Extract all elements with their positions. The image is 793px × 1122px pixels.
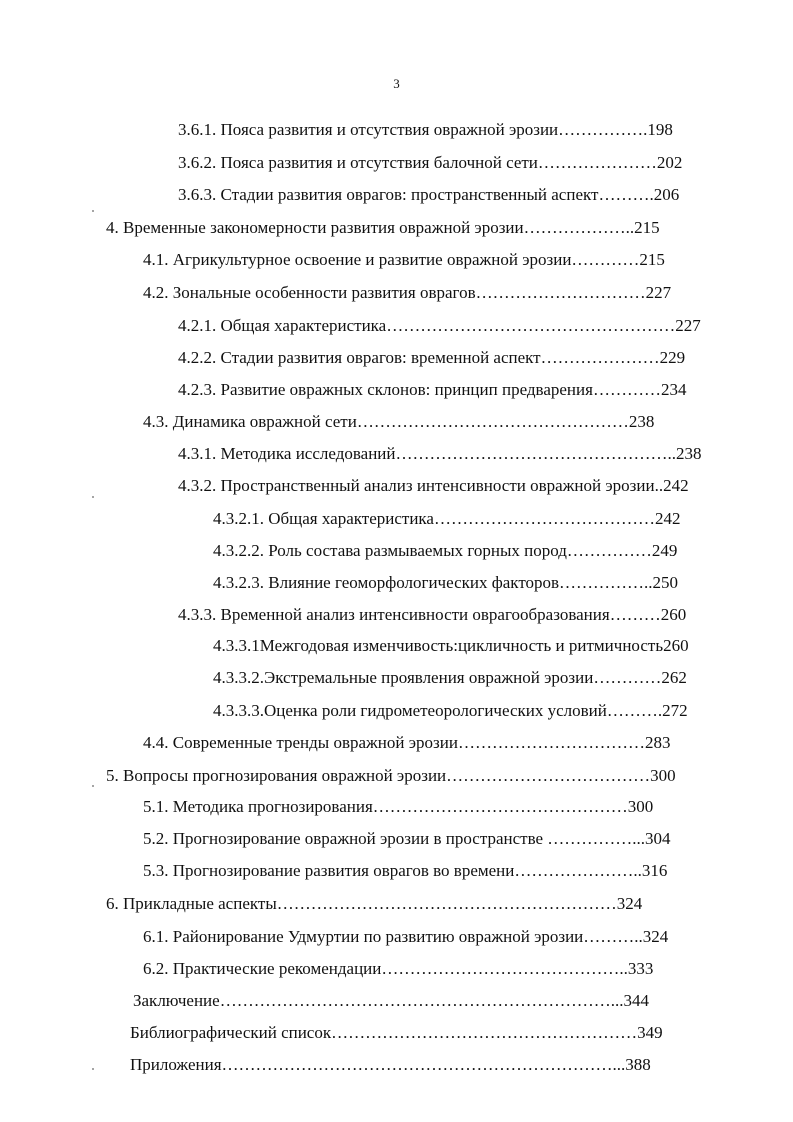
toc-entry-6: 6. Прикладные аспекты……………………………………………………324 — [106, 894, 643, 913]
toc-entry-4-3-1: 4.3.1. Методика исследований…………………………………………..238 — [178, 444, 702, 463]
scan-speck — [92, 1068, 94, 1070]
toc-entry-5-3: 5.3. Прогнозирование развития оврагов во времени…………………..316 — [143, 861, 668, 880]
scan-speck — [92, 210, 94, 212]
toc-entry-4-3: 4.3. Динамика овражной сети…………………………………………238 — [143, 412, 655, 431]
toc-entry-5-1: 5.1. Методика прогнозирования………………………………………300 — [143, 797, 654, 816]
toc-entry-4-3-2-1: 4.3.2.1. Общая характеристика…………………………………242 — [213, 509, 681, 528]
toc-entry-4-2-3: 4.2.3. Развитие овражных склонов: принцип предварения…………234 — [178, 380, 687, 399]
toc-entry-3-6-2: 3.6.2. Пояса развития и отсутствия балочной сети…………………202 — [178, 153, 683, 172]
page-number: 3 — [393, 76, 400, 91]
toc-entry-appendices: Приложения……………………………………………………………...388 — [130, 1055, 651, 1074]
toc-entry-conclusion: Заключение……………………………………………………………...344 — [133, 991, 649, 1010]
toc-entry-6-2: 6.2. Практические рекомендации……………………………………..333 — [143, 959, 654, 978]
toc-entry-4: 4. Временные закономерности развития овражной эрозии………………..215 — [106, 218, 660, 237]
toc-entry-3-6-1: 3.6.1. Пояса развития и отсутствия овражной эрозии…………….198 — [178, 120, 673, 139]
toc-entry-4-3-2: 4.3.2. Пространственный анализ интенсивности овражной эрозии..242 — [178, 476, 689, 495]
toc-entry-4-3-3: 4.3.3. Временной анализ интенсивности оврагообразования………260 — [178, 605, 687, 624]
scan-speck — [92, 785, 94, 787]
toc-entry-4-2-2: 4.2.2. Стадии развития оврагов: временной аспект…………………229 — [178, 348, 686, 367]
scan-speck — [92, 496, 94, 498]
toc-entry-5: 5. Вопросы прогнозирования овражной эрозии………………………………300 — [106, 766, 676, 785]
toc-entry-4-3-3-2: 4.3.3.2.Экстремальные проявления овражной эрозии…………262 — [213, 668, 687, 687]
toc-entry-4-2: 4.2. Зональные особенности развития оврагов…………………………227 — [143, 283, 672, 302]
toc-entry-6-1: 6.1. Районирование Удмуртии по развитию овражной эрозии………..324 — [143, 927, 669, 946]
toc-entry-4-3-3-1: 4.3.3.1Межгодовая изменчивость:цикличность и ритмичность260 — [213, 636, 689, 655]
toc-entry-bibliography: Библиографический список………………………………………………349 — [130, 1023, 663, 1042]
toc-entry-4-2-1: 4.2.1. Общая характеристика……………………………………………227 — [178, 316, 701, 335]
toc-entry-3-6-3: 3.6.3. Стадии развития оврагов: пространственный аспект……….206 — [178, 185, 680, 204]
toc-entry-4-3-2-2: 4.3.2.2. Роль состава размываемых горных пород……………249 — [213, 541, 678, 560]
toc-entry-4-4: 4.4. Современные тренды овражной эрозии……………………………283 — [143, 733, 671, 752]
toc-entry-5-2: 5.2. Прогнозирование овражной эрозии в пространстве ……………...304 — [143, 829, 671, 848]
toc-entry-4-3-2-3: 4.3.2.3. Влияние геоморфологических факторов……………..250 — [213, 573, 679, 592]
toc-entry-4-1: 4.1. Агрикультурное освоение и развитие овражной эрозии…………215 — [143, 250, 665, 269]
toc-entry-4-3-3-3: 4.3.3.3.Оценка роли гидрометеорологических условий……….272 — [213, 701, 688, 720]
